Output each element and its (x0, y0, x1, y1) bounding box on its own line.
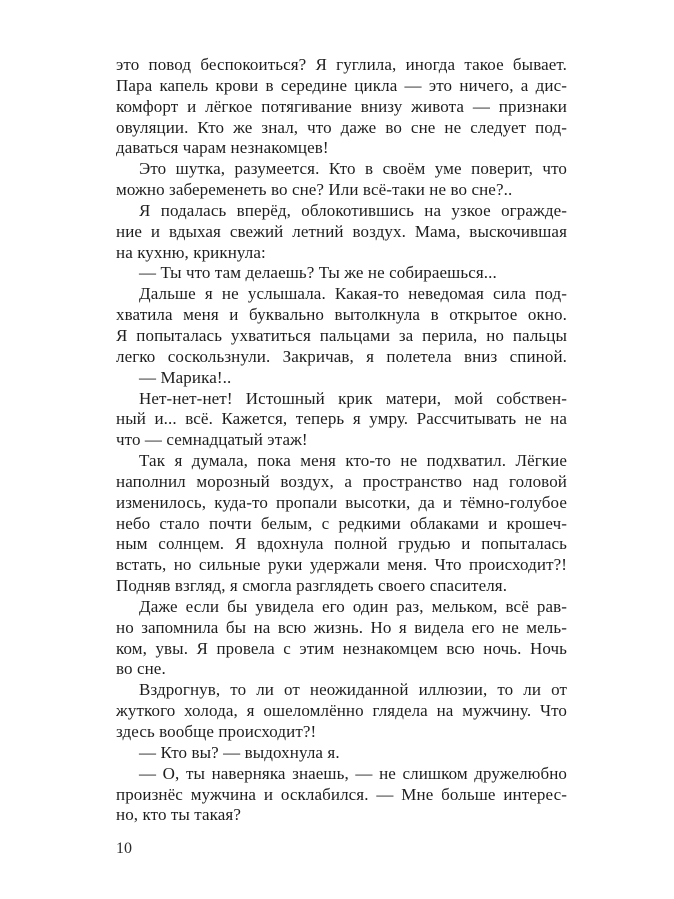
text-line: но, кто ты такая? (116, 805, 241, 825)
text-line: наполнил морозный воздух, а пространство над головой (116, 471, 567, 491)
text-line: произнёс мужчина и осклабился. — Мне больше интерес- (116, 784, 567, 804)
text-line: — О, ты наверняка знаешь, — не слишком дружелюбно (139, 763, 567, 783)
text-line: встать, но сильные руки удержали меня. Что происходит?! (116, 555, 567, 575)
text-line: ный и... всё. Кажется, теперь я умру. Рассчитывать не на (116, 409, 567, 429)
text-line: что — семнадцатый этаж! (116, 430, 308, 450)
text-line: — Кто вы? — выдохнула я. (139, 742, 340, 762)
text-line: даваться чарам незнакомцев! (116, 138, 329, 158)
text-line: небо стало почти белым, с редкими облаками и крошеч- (116, 513, 567, 533)
text-line: Подняв взгляд, я смогла разглядеть своего спасителя. (116, 576, 508, 596)
text-line: во сне. (116, 659, 166, 679)
text-line: — Ты что там делаешь? Ты же не собираешься... (139, 263, 497, 283)
text-line: это повод беспокоиться? Я гуглила, иногда такое бывает. (116, 55, 567, 74)
text-line: ным солнцем. Я вдохнула полной грудью и попыталась (116, 534, 567, 554)
text-line: Дальше я не услышала. Какая-то неведомая сила под- (139, 284, 567, 304)
page-number: 10 (116, 840, 132, 857)
text-line: ком, увы. Я провела с этим незнакомцем всю ночь. Ночь (116, 638, 567, 658)
text-line: Я попыталась ухватиться пальцами за перила, но пальцы (116, 325, 567, 345)
text-line: Так я думала, пока меня кто-то не подхватил. Лёгкие (139, 451, 567, 471)
text-line: легко соскользнули. Закричав, я полетела вниз спиной. (116, 346, 567, 366)
text-line: — Марика!.. (139, 367, 232, 387)
text-line: изменилось, куда-то пропали высотки, да и тёмно-голубое (116, 492, 567, 512)
text-line: но запомнила бы на всю жизнь. Но я видела его не мель- (116, 617, 567, 637)
text-line: Пара капель крови в середине цикла — это ничего, а дис- (116, 75, 567, 95)
text-line: на кухню, крикнула: (116, 242, 266, 262)
text-line: хватила меня и буквально вытолкнула в открытое окно. (116, 305, 567, 325)
text-line: Вздрогнув, то ли от неожиданной иллюзии, то ли от (139, 680, 567, 700)
text-line: Это шутка, разумеется. Кто в своём уме поверит, что (139, 159, 567, 179)
text-line: Нет-нет-нет! Истошный крик матери, мой собствен- (139, 388, 567, 408)
text-line: здесь вообще происходит?! (116, 722, 317, 741)
text-line: Даже если бы увидела его один раз, мельком, всё рав- (139, 596, 567, 616)
text-line: овуляции. Кто же знал, что даже во сне не следует под- (116, 117, 567, 137)
text-line: ние и вдыхая свежий летний воздух. Мама, выскочившая (116, 221, 567, 241)
text-line: жуткого холода, я ошеломлённо глядела на мужчину. Что (116, 701, 567, 721)
text-line: можно забеременеть во сне? Или всё-таки не во сне?.. (116, 180, 513, 200)
page-text-block (116, 55, 567, 826)
text-line: Я подалась вперёд, облокотившись на узкое огражде- (139, 200, 567, 220)
text-line: комфорт и лёгкое потягивание внизу живота — признаки (116, 96, 567, 116)
